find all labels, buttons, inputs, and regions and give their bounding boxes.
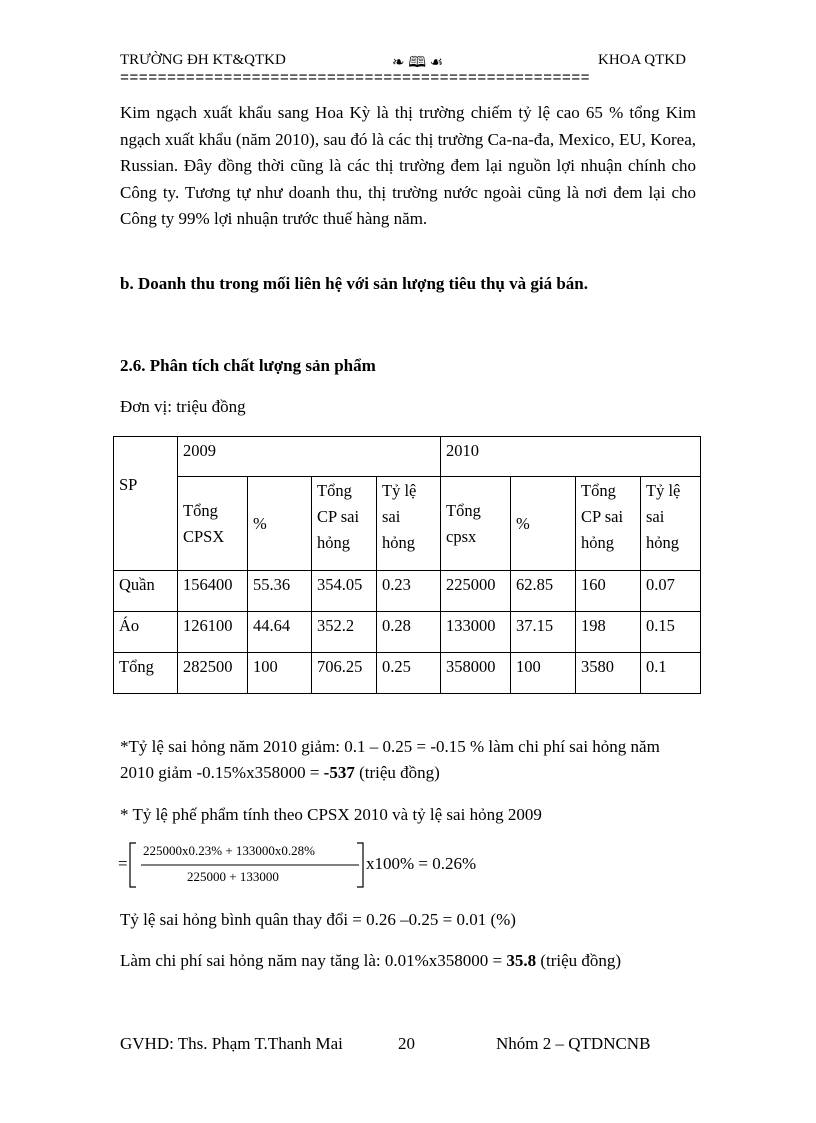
header-sp: SP [114,437,178,571]
table-cell: 282500 [178,653,248,694]
table-cell: 126100 [178,612,248,653]
table-cell: 44.64 [248,612,312,653]
header-total-cpsx-2010: Tổng cpsx [441,477,511,571]
table-cell: Áo [114,612,178,653]
heading-b: b. Doanh thu trong mối liên hệ với sản lượng tiêu thụ và giá bán. [120,274,588,293]
header-year-2010: 2010 [441,437,701,477]
note-line2-value: -537 [323,763,355,782]
table-cell: 706.25 [312,653,377,694]
table-cell: 133000 [441,612,511,653]
table-cell: 62.85 [511,571,576,612]
formula-equals: = [118,854,128,873]
table-cell: Quần [114,571,178,612]
table-cell: 0.28 [377,612,441,653]
table-cell: 156400 [178,571,248,612]
section-heading-2-6: 2.6. Phân tích chất lượng sản phẩm [120,356,376,375]
header-defect-cost-2009: Tổng CP sai hỏng [312,477,377,571]
table-cell: 352.2 [312,612,377,653]
table-cell: 3580 [576,653,641,694]
left-bracket [130,843,136,887]
cost-increase-unit: (triệu đồng) [536,951,622,970]
cost-increase-text: Làm chi phí sai hỏng năm nay tăng là: 0.01%x358000 = [120,951,507,970]
header-percent-2009: % [248,477,312,571]
table-row [114,612,701,653]
table-cell: 100 [511,653,576,694]
note-scrap-rate: * Tỷ lệ phế phẩm tính theo CPSX 2010 và tỷ lệ sai hỏng 2009 [120,805,542,824]
table-cell: 225000 [441,571,511,612]
paragraph-export: Kim ngạch xuất khẩu sang Hoa Kỳ là thị trường chiếm tỷ lệ cao 65 % tổng Kim ngạch xuất khẩu (năm 2010), sau đó là các thị trường Ca-na-đa, Mexico, EU, Korea, Russian. Đây đồng thời cũng là các thị trường đem lại nguồn lợi nhuận chính cho Công ty. Tương tự như doanh thu, thị trường nước ngoài cũng là nơi đem lại cho Công ty 99% lợi nhuận trước thuế hàng năm. [120,103,696,228]
note-defect-rate-line2 [120,763,440,783]
header-faculty: KHOA QTKD [598,52,686,68]
header-defect-rate-2009: Tỷ lệ sai hỏng [377,477,441,571]
footer-group: Nhóm 2 – QTDNCNB [496,1034,651,1053]
formula-denominator: 225000 + 133000 [187,869,279,884]
header-total-cpsx-2009: Tổng CPSX [178,477,248,571]
header-ornament-icon: ❧ 🕮 ☙ [392,55,444,71]
table-cell: 37.15 [511,612,576,653]
unit-label: Đơn vị: triệu đồng [120,397,246,416]
table-cell: 100 [248,653,312,694]
footer-instructor: GVHD: Ths. Phạm T.Thanh Mai [120,1034,343,1053]
table-cell: 198 [576,612,641,653]
header-year-2009: 2009 [178,437,441,477]
formula-result: x100% = 0.26% [366,854,477,873]
table-cell: 0.07 [641,571,701,612]
table-cell: 0.25 [377,653,441,694]
table-cell: Tổng [114,653,178,694]
header-rule: ================================================== [120,70,591,87]
avg-defect-change: Tỷ lệ sai hỏng bình quân thay đổi = 0.26 –0.25 = 0.01 (%) [120,910,516,929]
note-line2-text: 2010 giảm -0.15%x358000 = [120,763,324,782]
header-defect-cost-2010: Tổng CP sai hỏng [576,477,641,571]
formula [118,840,518,890]
header-percent-2010: % [511,477,576,571]
table-cell: 0.15 [641,612,701,653]
note-defect-rate-line1: *Tỷ lệ sai hỏng năm 2010 giảm: 0.1 – 0.25 = -0.15 % làm chi phí sai hỏng năm [120,737,660,756]
header-school: TRƯỜNG ĐH KT&QTKD [120,52,286,68]
cost-increase-line [120,951,621,971]
table-cell: 55.36 [248,571,312,612]
table-row [114,653,701,694]
footer-page-number: 20 [398,1034,415,1053]
quality-table [113,436,701,694]
table-cell: 358000 [441,653,511,694]
cost-increase-value: 35.8 [506,951,537,970]
table-cell: 354.05 [312,571,377,612]
note-line2-unit: (triệu đồng) [354,763,440,782]
table-cell: 160 [576,571,641,612]
table-cell: 0.1 [641,653,701,694]
header-defect-rate-2010: Tỷ lệ sai hỏng [641,477,701,571]
table-row [114,571,701,612]
table-cell: 0.23 [377,571,441,612]
formula-numerator: 225000x0.23% + 133000x0.28% [143,843,315,858]
